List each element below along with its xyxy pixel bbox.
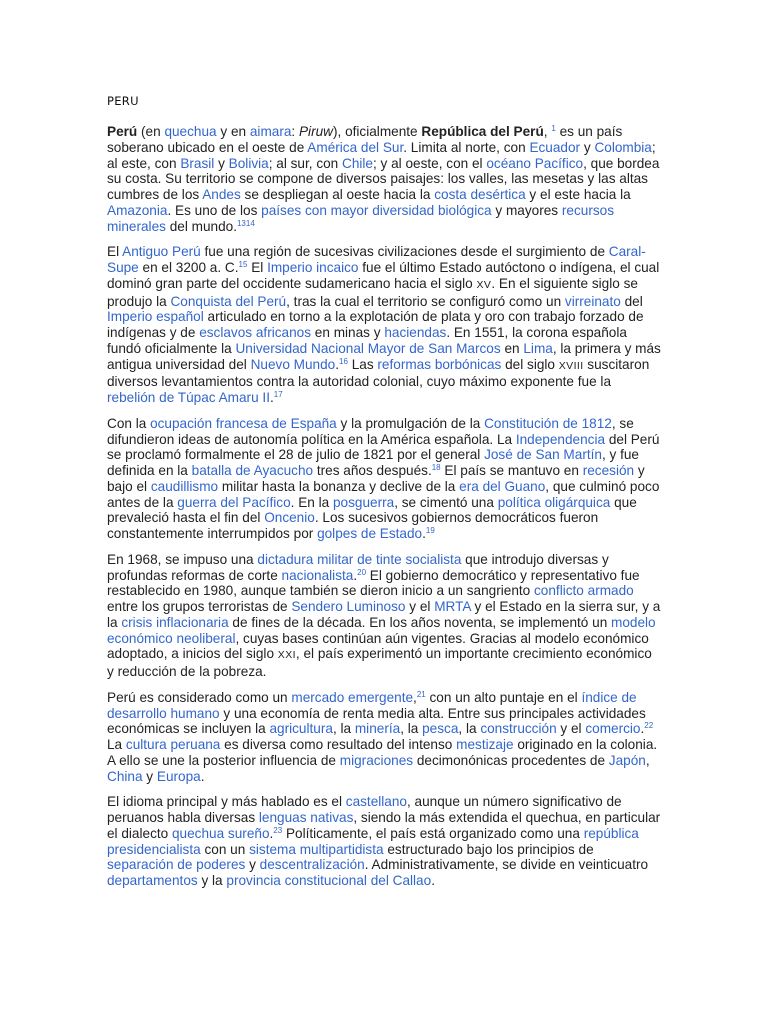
link-ocupacion-francesa-de-espana[interactable]: ocupación francesa de España (150, 415, 337, 431)
link-batalla-de-ayacucho[interactable]: batalla de Ayacucho (191, 463, 314, 478)
link-america-del-sur[interactable]: América del Sur (307, 139, 404, 155)
body-text: militar hasta la bonanza y declive de la (218, 478, 460, 494)
body-text: En 1968, se impuso una (107, 551, 258, 567)
body-text: , se difundieron ideas de autonomía política en la América española. La (107, 415, 634, 447)
body-text: . (431, 873, 435, 888)
link-sendero-luminoso[interactable]: Sendero Luminoso (291, 599, 406, 614)
link-caudillismo[interactable]: caudillismo (150, 478, 219, 494)
body-text: . (269, 390, 274, 405)
body-text: El gobierno democrático y representativo fue restablecido en 1980, aunque también se dieron inicio a un sangriento (107, 567, 640, 599)
body-text: . (353, 567, 358, 583)
body-text: y una economía de renta media alta. Entre sus principales actividades económicas se incluyen la (107, 705, 646, 737)
body-text: de fines de la década. En los años noventa, se implementó un (228, 614, 612, 630)
body-text: . En la (290, 494, 333, 510)
link-japon[interactable]: Japón (608, 752, 646, 768)
link-paises-con-mayor-diversidad-biologica[interactable]: países con mayor diversidad biológica (261, 202, 492, 218)
link-oncenio[interactable]: Oncenio (264, 510, 315, 526)
body-text: y el (556, 721, 586, 737)
paragraph (107, 416, 662, 542)
body-text: con un (200, 841, 250, 857)
body-text: (en (137, 124, 165, 139)
link-independencia[interactable]: Independencia (515, 431, 606, 447)
body-text: . (269, 825, 274, 841)
reference-link[interactable]: 22 (644, 721, 654, 731)
link-esclavos-africanos[interactable]: esclavos africanos (199, 325, 312, 340)
body-text: ; y al oeste, con el (373, 155, 487, 171)
link-era-del-guano[interactable]: era del Guano (459, 478, 546, 494)
body-text: , se cimentó una (394, 494, 498, 510)
link-nacionalista[interactable]: nacionalista (281, 567, 354, 583)
body-text: , que bordea su costa. Su territorio se compone de diversos paisajes: los valles, las mesetas y las altas cumbres de los (107, 155, 660, 202)
link-cultura-peruana[interactable]: cultura peruana (125, 737, 221, 752)
link-construccion[interactable]: construcción (480, 721, 557, 737)
body-text: Perú es considerado como un (107, 689, 292, 705)
body-text: suscitaron diversos levantamientos contra la autoridad colonial, cuyo máximo exponente fue la (107, 356, 650, 390)
paragraph (107, 552, 662, 680)
body-text: . Administrativamente, se divide en veinticuatro (364, 857, 649, 873)
link-guerra-del-pacifico[interactable]: guerra del Pacífico (177, 494, 291, 510)
body-text: , la primera y más antigua universidad del (107, 340, 661, 372)
body-text: entre los grupos terroristas de (107, 599, 292, 614)
body-text: , (543, 124, 552, 139)
link-rebelion-de-tupac-amaru-ii[interactable]: rebelión de Túpac Amaru II (107, 390, 270, 405)
bold-term: Perú (107, 124, 138, 139)
link-provincia-constitucional-del-callao[interactable]: provincia constitucional del Callao (226, 873, 432, 888)
reference-link[interactable]: 21 (416, 689, 426, 699)
body-text: en minas y (311, 325, 385, 340)
link-comercio[interactable]: comercio (585, 721, 641, 737)
body-text: y en (216, 124, 250, 139)
link-amazonia[interactable]: Amazonia (107, 202, 168, 218)
body-text: y mayores (491, 202, 562, 218)
link-antiguo-peru[interactable]: Antiguo Perú (122, 244, 201, 260)
link-departamentos[interactable]: departamentos (107, 873, 198, 888)
link-golpes-de-estado[interactable]: golpes de Estado (317, 526, 423, 541)
paragraph (107, 244, 662, 406)
reference-link[interactable]: 16 (339, 356, 348, 366)
link-lenguas-nativas[interactable]: lenguas nativas (258, 810, 354, 825)
body-text: , la (332, 721, 355, 737)
body-text: ; al sur, con (268, 155, 343, 171)
body-text: y (214, 155, 229, 171)
body-text: El (247, 260, 268, 275)
link-constitucion-de-1812[interactable]: Constitución de 1812 (484, 415, 612, 431)
link-dictadura-militar-de-tinte-socialista[interactable]: dictadura militar de tinte socialista (257, 551, 462, 567)
body-text: . Limita al norte, con (403, 139, 530, 155)
reference-link[interactable]: 1314 (236, 218, 255, 228)
body-text: ; al este, con (107, 139, 656, 171)
link-jose-de-san-martin[interactable]: José de San Martín (484, 447, 602, 463)
link-bolivia[interactable]: Bolivia (228, 155, 269, 171)
body-text: fue una región de sucesivas civilizaciones desde el surgimiento de (200, 244, 609, 260)
body-text: y (580, 139, 595, 155)
body-text: , (413, 689, 417, 705)
link-republica-presidencialista[interactable]: república presidencialista (107, 825, 639, 857)
body-text: : (291, 124, 299, 139)
body-text: ), oficialmente (332, 124, 422, 139)
body-text: , cuyas bases continúan aún vigentes. Gracias al modelo económico adoptado, a inicios del siglo (107, 630, 649, 662)
article-body (107, 124, 662, 899)
document-title: PERU (107, 94, 139, 108)
body-text: fue el último Estado autóctono o indígena, el cual dominó gran parte del occidente sudamericano hacia el siglo (107, 260, 660, 291)
link-politica-oligarquica[interactable]: política oligárquica (497, 494, 611, 510)
link-recesion[interactable]: recesión (582, 463, 635, 478)
body-text: , (645, 752, 650, 768)
link-imperio-incaico[interactable]: Imperio incaico (267, 260, 359, 275)
body-text: , el país experimentó un importante crecimiento económico y reducción de la pobreza. (107, 646, 652, 679)
reference-link[interactable]: 23 (273, 825, 283, 835)
body-text: y el este hacia la (525, 187, 631, 202)
body-text: , que culminó poco antes de la (107, 478, 660, 510)
body-text: y bajo el (107, 463, 645, 494)
reference-link[interactable]: 17 (273, 390, 283, 399)
link-caral-supe[interactable]: Caral-Supe (107, 244, 646, 275)
link-imperio-espanol[interactable]: Imperio español (107, 309, 204, 325)
link-indice-de-desarrollo-humano[interactable]: índice de desarrollo humano (107, 689, 637, 721)
link-quechua-sureno[interactable]: quechua sureño (172, 825, 270, 841)
body-text: es un país soberano ubicado en el oeste de (107, 124, 623, 155)
body-text: El (107, 244, 123, 260)
body-text: . (335, 356, 340, 372)
link-modelo-economico-neoliberal[interactable]: modelo económico neoliberal (107, 614, 656, 646)
paragraph (107, 794, 662, 889)
body-text: El país se mantuvo en (440, 463, 583, 478)
body-text: El idioma principal y más hablado es el (107, 794, 346, 810)
link-andes[interactable]: Andes (202, 187, 241, 202)
body-text: articulado en torno a la explotación de plata y oro con trabajo forzado de indígenas y de (107, 309, 644, 340)
paragraph (107, 124, 662, 234)
link-aimara[interactable]: aimara (249, 124, 292, 139)
link-quechua[interactable]: quechua (164, 124, 217, 139)
body-text: con un alto puntaje en el (425, 689, 582, 705)
link-mineria[interactable]: minería (354, 721, 401, 737)
link-mestizaje[interactable]: mestizaje (456, 737, 514, 752)
link-castellano[interactable]: castellano (345, 794, 407, 810)
link-mercado-emergente[interactable]: mercado emergente (291, 689, 414, 705)
reference-link[interactable]: 19 (425, 526, 435, 535)
body-text: . (422, 526, 426, 541)
italic-term: Piruw (298, 124, 333, 139)
body-text: que introdujo diversas y profundas reformas de corte (107, 551, 609, 583)
body-text: y el (405, 599, 435, 614)
link-conquista-del-peru[interactable]: Conquista del Perú (170, 293, 287, 309)
reference-link[interactable]: 20 (357, 567, 367, 577)
link-costa-desertica[interactable]: costa desértica (434, 187, 526, 202)
body-text: Políticamente, el país está organizado como una (282, 825, 584, 841)
body-text: . (640, 721, 645, 737)
reference-link[interactable]: 15 (238, 260, 248, 269)
link-recursos-minerales[interactable]: recursos minerales (107, 202, 615, 234)
link-lima[interactable]: Lima (523, 340, 553, 356)
body-text: , aunque un número significativo de peruanos habla diversas (107, 794, 622, 825)
century-numeral: XVIII (558, 359, 584, 372)
link-agricultura[interactable]: agricultura (269, 721, 333, 737)
body-text: y (142, 768, 157, 784)
body-text: . En el siguiente siglo se produjo la (107, 275, 638, 309)
link-universidad-nacional-mayor-de-san-marcos[interactable]: Universidad Nacional Mayor de San Marcos (235, 340, 501, 356)
link-virreinato[interactable]: virreinato (564, 293, 621, 309)
bold-term: República del Perú (421, 124, 544, 139)
century-numeral: XV (476, 278, 492, 291)
body-text: estructurado bajo los principios de (383, 841, 594, 857)
body-text: del (620, 293, 643, 309)
link-separacion-de-poderes[interactable]: separación de poderes (107, 857, 246, 873)
century-numeral: XXI (277, 649, 296, 662)
link-conflicto-armado[interactable]: conflicto armado (534, 583, 634, 599)
body-text: del siglo (501, 356, 559, 372)
body-text: . En 1551, la corona española fundó oficialmente la (107, 325, 627, 356)
body-text: del Perú se proclamó formalmente el 28 de julio de 1821 por el general (107, 431, 660, 463)
body-text: y la (197, 873, 227, 888)
body-text: . Los sucesivos gobiernos democráticos fueron constantemente interrumpidos por (107, 510, 599, 541)
paragraph (107, 690, 662, 785)
link-haciendas[interactable]: haciendas (384, 325, 447, 340)
body-text: originado en la colonia. A ello se une la posterior influencia de (107, 737, 658, 768)
body-text: , y fue definida en la (107, 447, 639, 478)
reference-link[interactable]: 1 (551, 124, 556, 133)
link-oceano-pacifico[interactable]: océano Pacífico (486, 155, 584, 171)
link-brasil[interactable]: Brasil (180, 155, 215, 171)
body-text: Las (347, 356, 378, 372)
body-text: decimonónicas procedentes de (413, 752, 609, 768)
link-nuevo-mundo[interactable]: Nuevo Mundo (250, 356, 336, 372)
link-crisis-inflacionaria[interactable]: crisis inflacionaria (121, 614, 229, 630)
body-text: en el 3200 a. C. (138, 260, 239, 275)
body-text: en (500, 340, 524, 356)
body-text: que prevaleció hasta el fin del (107, 494, 637, 526)
body-text: se despliegan al oeste hacia la (240, 187, 435, 202)
link-colombia[interactable]: Colombia (594, 139, 652, 155)
body-text: y la promulgación de la (336, 415, 485, 431)
body-text: . (200, 768, 205, 784)
link-mrta[interactable]: MRTA (434, 599, 471, 614)
body-text: y el Estado en la sierra sur, y a la (107, 599, 661, 630)
body-text: tres años después. (313, 463, 432, 478)
body-text: , la (458, 721, 481, 737)
link-pesca[interactable]: pesca (422, 721, 459, 737)
link-china[interactable]: China (107, 768, 143, 784)
link-migraciones[interactable]: migraciones (339, 752, 414, 768)
body-text: es diversa como resultado del intenso (220, 737, 457, 752)
body-text: , tras la cual el territorio se configuró como un (286, 293, 565, 309)
reference-link[interactable]: 18 (431, 463, 441, 472)
link-europa[interactable]: Europa (156, 768, 201, 784)
body-text: . Es uno de los (167, 202, 262, 218)
link-descentralizacion[interactable]: descentralización (259, 857, 365, 873)
link-sistema-multipartidista[interactable]: sistema multipartidista (249, 841, 384, 857)
body-text: y (245, 857, 260, 873)
link-posguerra[interactable]: posguerra (332, 494, 395, 510)
link-ecuador[interactable]: Ecuador (529, 139, 581, 155)
body-text: del mundo. (165, 218, 237, 234)
link-reformas-borbonicas[interactable]: reformas borbónicas (377, 356, 502, 372)
body-text: , siendo la más extendida el quechua, en particular el dialecto (107, 810, 661, 841)
body-text: La (107, 737, 126, 752)
link-chile[interactable]: Chile (342, 155, 373, 171)
body-text: Con la (107, 415, 151, 431)
body-text: , la (400, 721, 423, 737)
